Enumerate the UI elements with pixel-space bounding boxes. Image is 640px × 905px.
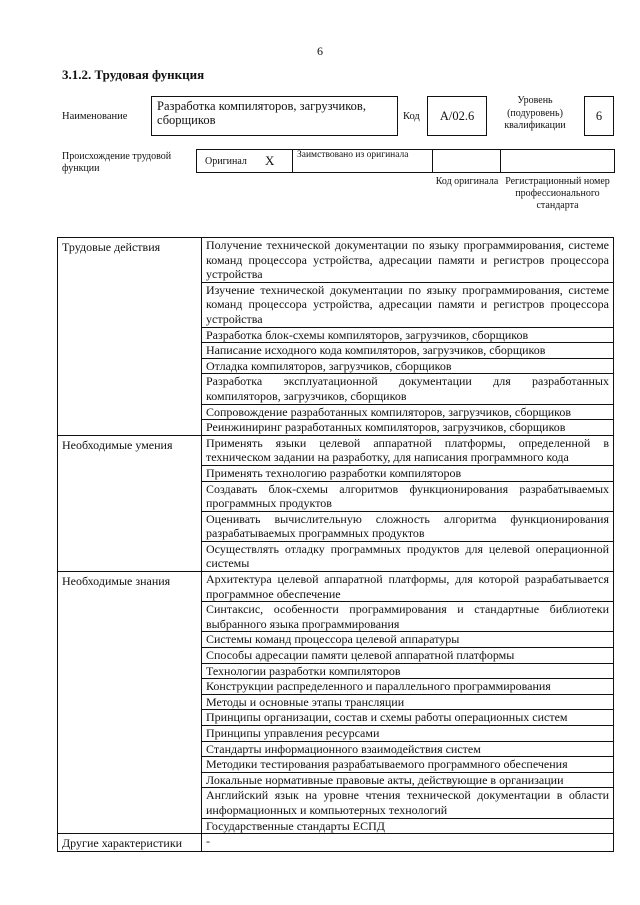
origin-label: Происхождение трудовой функции	[62, 151, 172, 174]
table-row	[58, 572, 614, 602]
name-value: Разработка компиляторов, загрузчиков, сборщиков	[151, 96, 398, 136]
table-cell: Локальные нормативные правовые акты, действующие в организации	[202, 772, 614, 788]
page-number: 6	[317, 44, 323, 58]
table-row	[58, 435, 614, 465]
table-row	[58, 238, 614, 283]
code-value: A/02.6	[427, 96, 487, 136]
table-cell: Реинжиниринг разработанных компиляторов, загрузчиков, сборщиков	[202, 420, 614, 436]
original-label: Оригинал	[205, 156, 247, 167]
table-cell: Государственные стандарты ЕСПД	[202, 818, 614, 834]
table-cell: Написание исходного кода компиляторов, загрузчиков, сборщиков	[202, 343, 614, 359]
table-cell: Принципы организации, состав и схемы работы операционных систем	[202, 710, 614, 726]
reg-number-label: Регистрационный номер профессионального стандарта	[505, 176, 610, 211]
level-label-line: (подуровень)	[507, 107, 563, 119]
name-label: Наименование	[62, 111, 128, 122]
table-cell: Синтаксис, особенности программирования и стандартные библиотеки выбранного языка программирования	[202, 602, 614, 632]
table-cell: Методики тестирования разрабатываемого программного обеспечения	[202, 757, 614, 773]
table-row	[58, 834, 614, 852]
table-cell: Архитектура целевой аппаратной платформы, для которой разрабатывается программное обеспечение	[202, 572, 614, 602]
table-cell: Отладка компиляторов, загрузчиков, сборщиков	[202, 358, 614, 374]
table-cell: Английский язык на уровне чтения технической документации в области информационных и компьютерных технологий	[202, 788, 614, 818]
level-label-line: квалификации	[504, 120, 566, 131]
level-label-line: Уровень	[517, 95, 553, 106]
table-cell: Получение технической документации по языку программирования, системе команд процессора устройства, адресации памяти и регистров процессора устройства	[202, 238, 614, 283]
table-cell: Системы команд процессора целевой аппаратуры	[202, 632, 614, 648]
section-label: Трудовые действия	[58, 238, 202, 436]
table-cell: Применять языки целевой аппаратной платформы, определенной в техническом задании на разработку, для написания программного кода	[202, 435, 614, 465]
code-original-cell	[433, 150, 501, 172]
functions-table	[57, 237, 614, 852]
original-cell	[197, 150, 293, 172]
section-label: Необходимые умения	[58, 435, 202, 571]
table-cell: Стандарты информационного взаимодействия систем	[202, 741, 614, 757]
borrowed-cell	[293, 150, 433, 172]
level-label	[490, 95, 580, 133]
table-cell: Принципы управления ресурсами	[202, 726, 614, 742]
code-original-label: Код оригинала	[435, 176, 499, 187]
section-label: Другие характеристики	[58, 834, 202, 852]
table-cell: Создавать блок-схемы алгоритмов функционирования разрабатываемых программных продуктов	[202, 481, 614, 511]
table-cell: -	[202, 834, 614, 852]
section-title: 3.1.2. Трудовая функция	[62, 67, 205, 82]
table-cell: Сопровождение разработанных компиляторов, загрузчиков, сборщиков	[202, 404, 614, 420]
table-cell: Разработка эксплуатационной документации для разработанных компиляторов, загрузчиков, сборщиков	[202, 374, 614, 404]
table-cell: Методы и основные этапы трансляции	[202, 694, 614, 710]
origin-row	[196, 149, 615, 173]
borrowed-label: Заимствовано из оригинала	[297, 150, 409, 160]
table-cell: Конструкции распределенного и параллельного программирования	[202, 679, 614, 695]
original-mark: X	[265, 153, 275, 168]
table-cell: Технологии разработки компиляторов	[202, 663, 614, 679]
table-cell: Применять технологию разработки компиляторов	[202, 465, 614, 481]
level-value: 6	[584, 96, 614, 136]
table-cell: Способы адресации памяти целевой аппаратной платформы	[202, 648, 614, 664]
section-label: Необходимые знания	[58, 572, 202, 834]
reg-number-cell	[501, 150, 614, 172]
table-cell: Разработка блок-схемы компиляторов, загрузчиков, сборщиков	[202, 327, 614, 343]
code-label: Код	[403, 111, 420, 122]
table-cell: Осуществлять отладку программных продуктов для целевой операционной системы	[202, 541, 614, 571]
table-cell: Изучение технической документации по языку программирования, системе команд процессора устройства, адресации памяти и регистров процессора устройства	[202, 282, 614, 327]
table-cell: Оценивать вычислительную сложность алгоритма функционирования разрабатываемых программных продуктов	[202, 511, 614, 541]
